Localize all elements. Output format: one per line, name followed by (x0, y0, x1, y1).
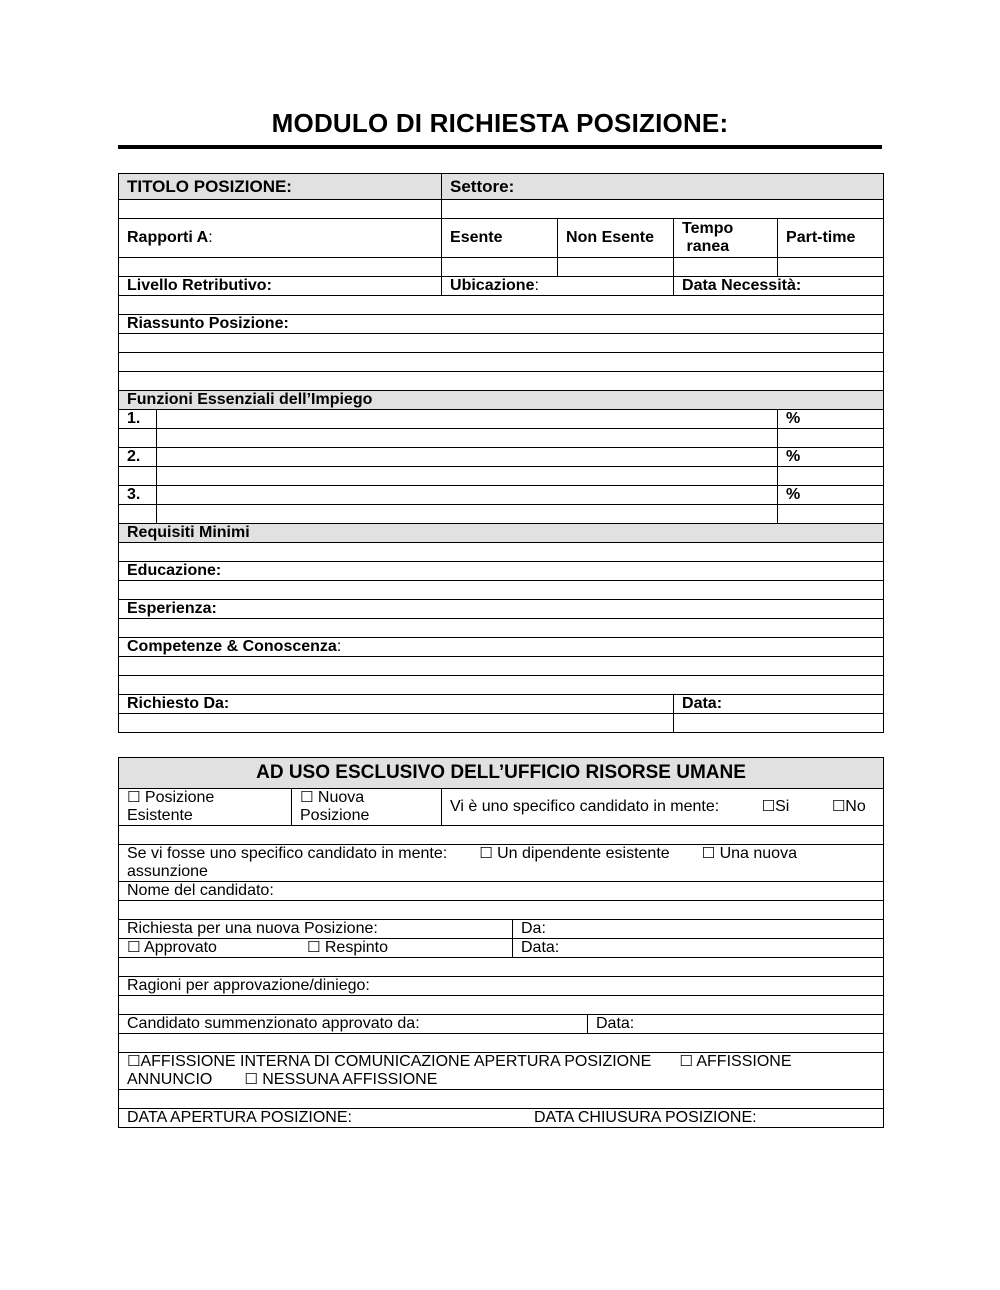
essential-functions-header: Funzioni Essenziali dell’Impiego (119, 391, 884, 410)
education-field[interactable] (119, 581, 884, 600)
function-percent-field[interactable] (778, 467, 884, 486)
sector-label: Settore: (442, 174, 884, 200)
approval-options (119, 939, 513, 958)
page-title: MODULO DI RICHIESTA POSIZIONE: (271, 108, 729, 138)
reports-to-field[interactable] (119, 258, 442, 277)
candidate-name-field[interactable] (119, 901, 884, 920)
posting-dates-row (119, 1109, 884, 1128)
part-time-label: Part-time (778, 219, 884, 258)
function-blank (119, 467, 157, 486)
reasons-label: Ragioni per approvazione/diniego: (119, 977, 884, 996)
blank-row[interactable] (119, 958, 884, 977)
function-number: 1. (119, 410, 157, 429)
function-field[interactable] (157, 448, 778, 467)
function-field[interactable] (157, 467, 778, 486)
non-exempt-field[interactable] (558, 258, 674, 277)
sector-field[interactable] (442, 200, 884, 219)
function-percent-field[interactable] (778, 505, 884, 524)
reasons-field[interactable] (119, 996, 884, 1015)
new-position-option[interactable]: ☐ Nuova Posizione (292, 789, 442, 826)
skills-field[interactable] (119, 676, 884, 695)
job-title-label: TITOLO POSIZIONE: (119, 174, 442, 200)
specific-candidate-question: Vi è uno specifico candidato in mente: ☐Si ☐No (442, 789, 884, 826)
position-summary-line[interactable] (119, 334, 884, 353)
education-label: Educazione: (119, 562, 884, 581)
approved-date-label: Data: (588, 1015, 884, 1034)
salary-level-label: Livello Retributivo: (119, 277, 442, 296)
requested-by-label: Richiesto Da: (119, 695, 674, 714)
temporary-label: Tempo ranea (674, 219, 778, 258)
date-needed-label: Data Necessità: (674, 277, 884, 296)
checkbox-icon[interactable]: ☐ (127, 789, 141, 806)
position-summary-line[interactable] (119, 372, 884, 391)
rejected-option[interactable]: Respinto (324, 939, 389, 956)
approved-option[interactable]: Approvato (144, 939, 217, 956)
skills-label: Competenze & Conoscenza: (119, 638, 884, 657)
job-title-field[interactable] (119, 200, 442, 219)
function-percent: % (778, 410, 884, 429)
candidate-type-row: Se vi fosse uno specifico candidato in mente: ☐ Un dipendente esistente ☐ Una nuova assunzione (119, 845, 884, 882)
internal-posting-option[interactable]: AFFISSIONE INTERNA DI COMUNICAZIONE APERTURA POSIZIONE (140, 1053, 652, 1070)
yes-option[interactable]: Si (775, 798, 790, 815)
new-position-request-label: Richiesta per una nuova Posizione: (119, 920, 513, 939)
posting-options: ☐AFFISSIONE INTERNA DI COMUNICAZIONE APERTURA POSIZIONE ☐ AFFISSIONE ANNUNCIO ☐ NESSUNA AFFISSIONE (119, 1053, 884, 1090)
no-posting-option[interactable]: NESSUNA AFFISSIONE (262, 1071, 438, 1088)
checkbox-icon[interactable]: ☐ (127, 1053, 141, 1070)
function-percent: % (778, 486, 884, 505)
title-divider (118, 145, 882, 149)
function-blank (119, 429, 157, 448)
checkbox-icon[interactable]: ☐ (479, 845, 493, 862)
checkbox-icon[interactable]: ☐ (306, 939, 321, 956)
closing-date-label: DATA CHIUSURA POSIZIONE: (534, 1109, 757, 1126)
checkbox-icon[interactable]: ☐ (701, 845, 716, 862)
reports-to-label: Rapporti A: (119, 219, 442, 258)
blank-row[interactable] (119, 826, 884, 845)
non-exempt-label: Non Esente (558, 219, 674, 258)
experience-field[interactable] (119, 619, 884, 638)
position-request-form (118, 173, 884, 733)
request-date-field[interactable] (674, 714, 884, 733)
function-field[interactable] (157, 505, 778, 524)
minimum-requirements-header: Requisiti Minimi (119, 524, 884, 543)
blank-row[interactable] (119, 296, 884, 315)
candidate-name-label: Nome del candidato: (119, 882, 884, 901)
checkbox-icon[interactable]: ☐ (679, 1053, 693, 1070)
function-percent: % (778, 448, 884, 467)
function-field[interactable] (157, 410, 778, 429)
request-date-label: Data: (674, 695, 884, 714)
part-time-field[interactable] (778, 258, 884, 277)
checkbox-icon[interactable]: ☐ (831, 798, 846, 815)
function-field[interactable] (157, 486, 778, 505)
position-summary-label: Riassunto Posizione: (119, 315, 884, 334)
exempt-field[interactable] (442, 258, 558, 277)
approval-date-label: Data: (513, 939, 884, 958)
position-summary-line[interactable] (119, 353, 884, 372)
no-option[interactable]: No (845, 798, 866, 815)
from-label: Da: (513, 920, 884, 939)
existing-employee-option[interactable]: Un dipendente esistente (497, 845, 670, 862)
temporary-field[interactable] (674, 258, 778, 277)
blank-row[interactable] (119, 1090, 884, 1109)
experience-label: Esperienza: (119, 600, 884, 619)
skills-field[interactable] (119, 657, 884, 676)
new-hire-option[interactable]: Una nuova (719, 845, 797, 862)
blank-row[interactable] (119, 543, 884, 562)
function-number: 2. (119, 448, 157, 467)
hr-section (118, 757, 884, 1128)
exempt-label: Esente (442, 219, 558, 258)
ad-posting-option[interactable]: AFFISSIONE (696, 1053, 792, 1070)
blank-row[interactable] (119, 1034, 884, 1053)
location-label: Ubicazione: (442, 277, 674, 296)
checkbox-icon[interactable]: ☐ (244, 1071, 258, 1088)
checkbox-icon[interactable]: ☐ (761, 798, 776, 815)
hr-section-header: AD USO ESCLUSIVO DELL’UFFICIO RISORSE UMANE (119, 758, 884, 789)
candidate-approved-by-label: Candidato summenzionato approvato da: (119, 1015, 588, 1034)
opening-date-label: DATA APERTURA POSIZIONE: (127, 1109, 352, 1126)
function-field[interactable] (157, 429, 778, 448)
function-percent-field[interactable] (778, 429, 884, 448)
existing-position-option[interactable]: ☐ Posizione Esistente (119, 789, 292, 826)
function-number: 3. (119, 486, 157, 505)
function-blank (119, 505, 157, 524)
checkbox-icon[interactable]: ☐ (127, 939, 141, 956)
requested-by-field[interactable] (119, 714, 674, 733)
checkbox-icon[interactable]: ☐ (300, 789, 314, 806)
